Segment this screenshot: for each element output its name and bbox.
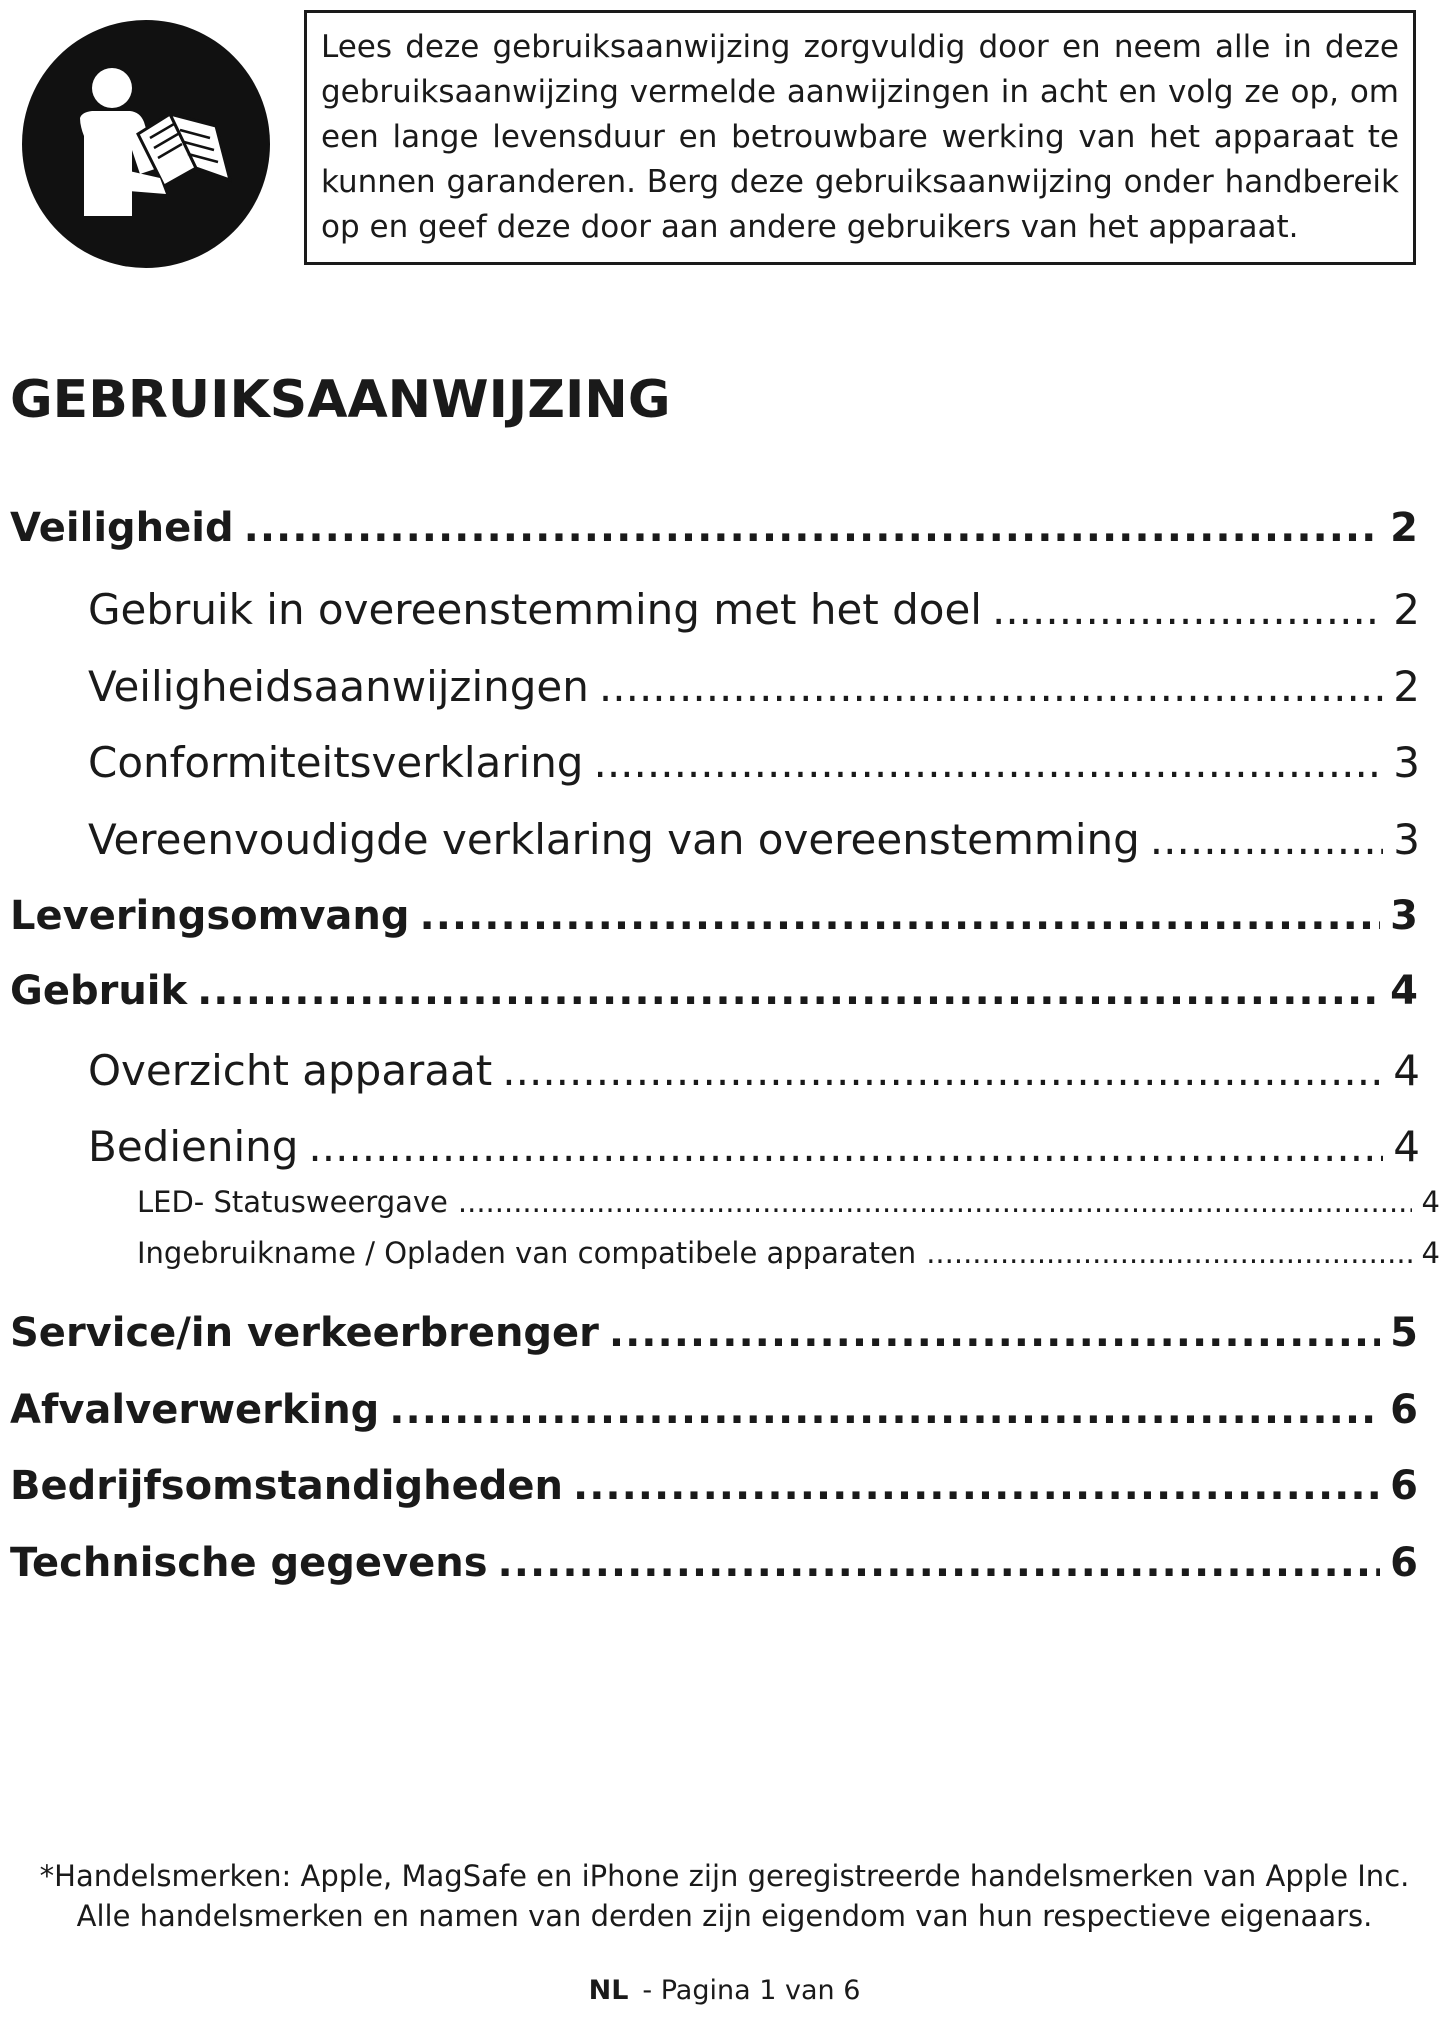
toc-entry[interactable] xyxy=(10,1540,1418,1586)
toc-entry-label: Vereenvoudigde verklaring van overeenstemming xyxy=(88,815,1140,864)
toc-entry[interactable] xyxy=(88,662,1420,711)
toc-leader-dots xyxy=(609,1310,1380,1356)
toc-entry[interactable] xyxy=(137,1185,1440,1219)
toc-entry[interactable] xyxy=(10,1463,1418,1509)
toc-entry-page: 2 xyxy=(1390,505,1418,551)
toc-entry[interactable] xyxy=(10,1310,1418,1356)
toc-entry-label: Bedrijfsomstandigheden xyxy=(10,1463,563,1509)
toc-entry-label: Overzicht apparaat xyxy=(88,1046,493,1095)
toc-entry-page: 5 xyxy=(1390,1310,1418,1356)
toc-entry[interactable] xyxy=(10,893,1418,939)
read-manual-icon xyxy=(20,18,272,270)
footnote-line-1: *Handelsmerken: Apple, MagSafe en iPhone zijn geregistreerde handelsmerken van Apple Inc. xyxy=(39,1859,1410,1893)
toc-entry-label: Gebruik xyxy=(10,968,188,1014)
toc-entry[interactable] xyxy=(10,968,1418,1014)
toc-entry-label: Ingebruikname / Opladen van compatibele apparaten xyxy=(137,1236,917,1270)
toc-leader-dots xyxy=(573,1463,1380,1509)
toc-leader-dots xyxy=(308,1122,1383,1171)
toc-leader-dots xyxy=(389,1387,1380,1433)
toc-entry-label: Technische gegevens xyxy=(10,1540,488,1586)
toc-leader-dots xyxy=(502,1046,1383,1095)
toc-entry[interactable] xyxy=(88,585,1420,634)
toc-leader-dots xyxy=(1150,815,1383,864)
toc-leader-dots xyxy=(197,968,1380,1014)
toc-entry-label: Leveringsomvang xyxy=(10,893,410,939)
toc-entry-page: 4 xyxy=(1421,1185,1440,1219)
toc-entry-label: Bediening xyxy=(88,1122,299,1171)
toc-entry-label: Veiligheidsaanwijzingen xyxy=(88,662,589,711)
toc-entry[interactable] xyxy=(10,505,1418,551)
language-code: NL xyxy=(588,1975,629,2006)
toc-entry-label: Veiligheid xyxy=(10,505,234,551)
toc-entry-page: 6 xyxy=(1390,1540,1418,1586)
toc-entry-page: 2 xyxy=(1393,662,1420,711)
toc-entry-page: 3 xyxy=(1393,738,1420,787)
toc-entry-page: 6 xyxy=(1390,1387,1418,1433)
toc-leader-dots xyxy=(244,505,1381,551)
toc-leader-dots xyxy=(599,662,1383,711)
toc-entry-label: Gebruik in overeenstemming met het doel xyxy=(88,585,982,634)
toc-entry-page: 4 xyxy=(1393,1046,1420,1095)
toc-entry-page: 3 xyxy=(1393,815,1420,864)
footnote-line-2: Alle handelsmerken en namen van derden zijn eigendom van hun respectieve eigenaars. xyxy=(76,1899,1373,1933)
toc-leader-dots xyxy=(992,585,1383,634)
toc-leader-dots xyxy=(593,738,1383,787)
toc-entry[interactable] xyxy=(88,1122,1420,1171)
toc-entry-page: 2 xyxy=(1393,585,1420,634)
toc-entry-page: 4 xyxy=(1393,1122,1420,1171)
toc-entry-page: 4 xyxy=(1390,968,1418,1014)
toc-leader-dots xyxy=(458,1185,1412,1219)
trademark-footnote xyxy=(0,1856,1449,1936)
page-number: - Pagina 1 van 6 xyxy=(642,1975,861,2006)
toc-entry[interactable] xyxy=(88,1046,1420,1095)
page-footer xyxy=(0,1975,1449,2006)
notice-box xyxy=(304,10,1416,265)
toc-entry-label: LED- Statusweergave xyxy=(137,1185,448,1219)
toc-entry-label: Afvalverwerking xyxy=(10,1387,380,1433)
toc-entry-label: Service/in verkeerbrenger xyxy=(10,1310,599,1356)
toc-leader-dots xyxy=(926,1236,1411,1270)
toc-leader-dots xyxy=(498,1540,1381,1586)
document-title: GEBRUIKSAANWIJZING xyxy=(10,370,671,430)
notice-text: Lees deze gebruiksaanwijzing zorgvuldig door en neem alle in deze gebruiksaanwijzing vermelde aanwijzingen in acht en volg ze op, om een lange levensduur en betrouwbare werking van het apparaat te kunnen garanderen. Berg deze gebruiksaanwijzing onder handbereik op en geef deze door aan andere gebruikers van het apparaat. xyxy=(321,29,1399,245)
toc-entry-label: Conformiteitsverklaring xyxy=(88,738,584,787)
toc-entry[interactable] xyxy=(88,738,1420,787)
toc-entry[interactable] xyxy=(88,815,1420,864)
toc-entry-page: 3 xyxy=(1390,893,1418,939)
toc-entry[interactable] xyxy=(10,1387,1418,1433)
toc-entry[interactable] xyxy=(137,1236,1440,1270)
toc-entry-page: 4 xyxy=(1421,1236,1440,1270)
toc-entry-page: 6 xyxy=(1390,1463,1418,1509)
toc-leader-dots xyxy=(420,893,1381,939)
